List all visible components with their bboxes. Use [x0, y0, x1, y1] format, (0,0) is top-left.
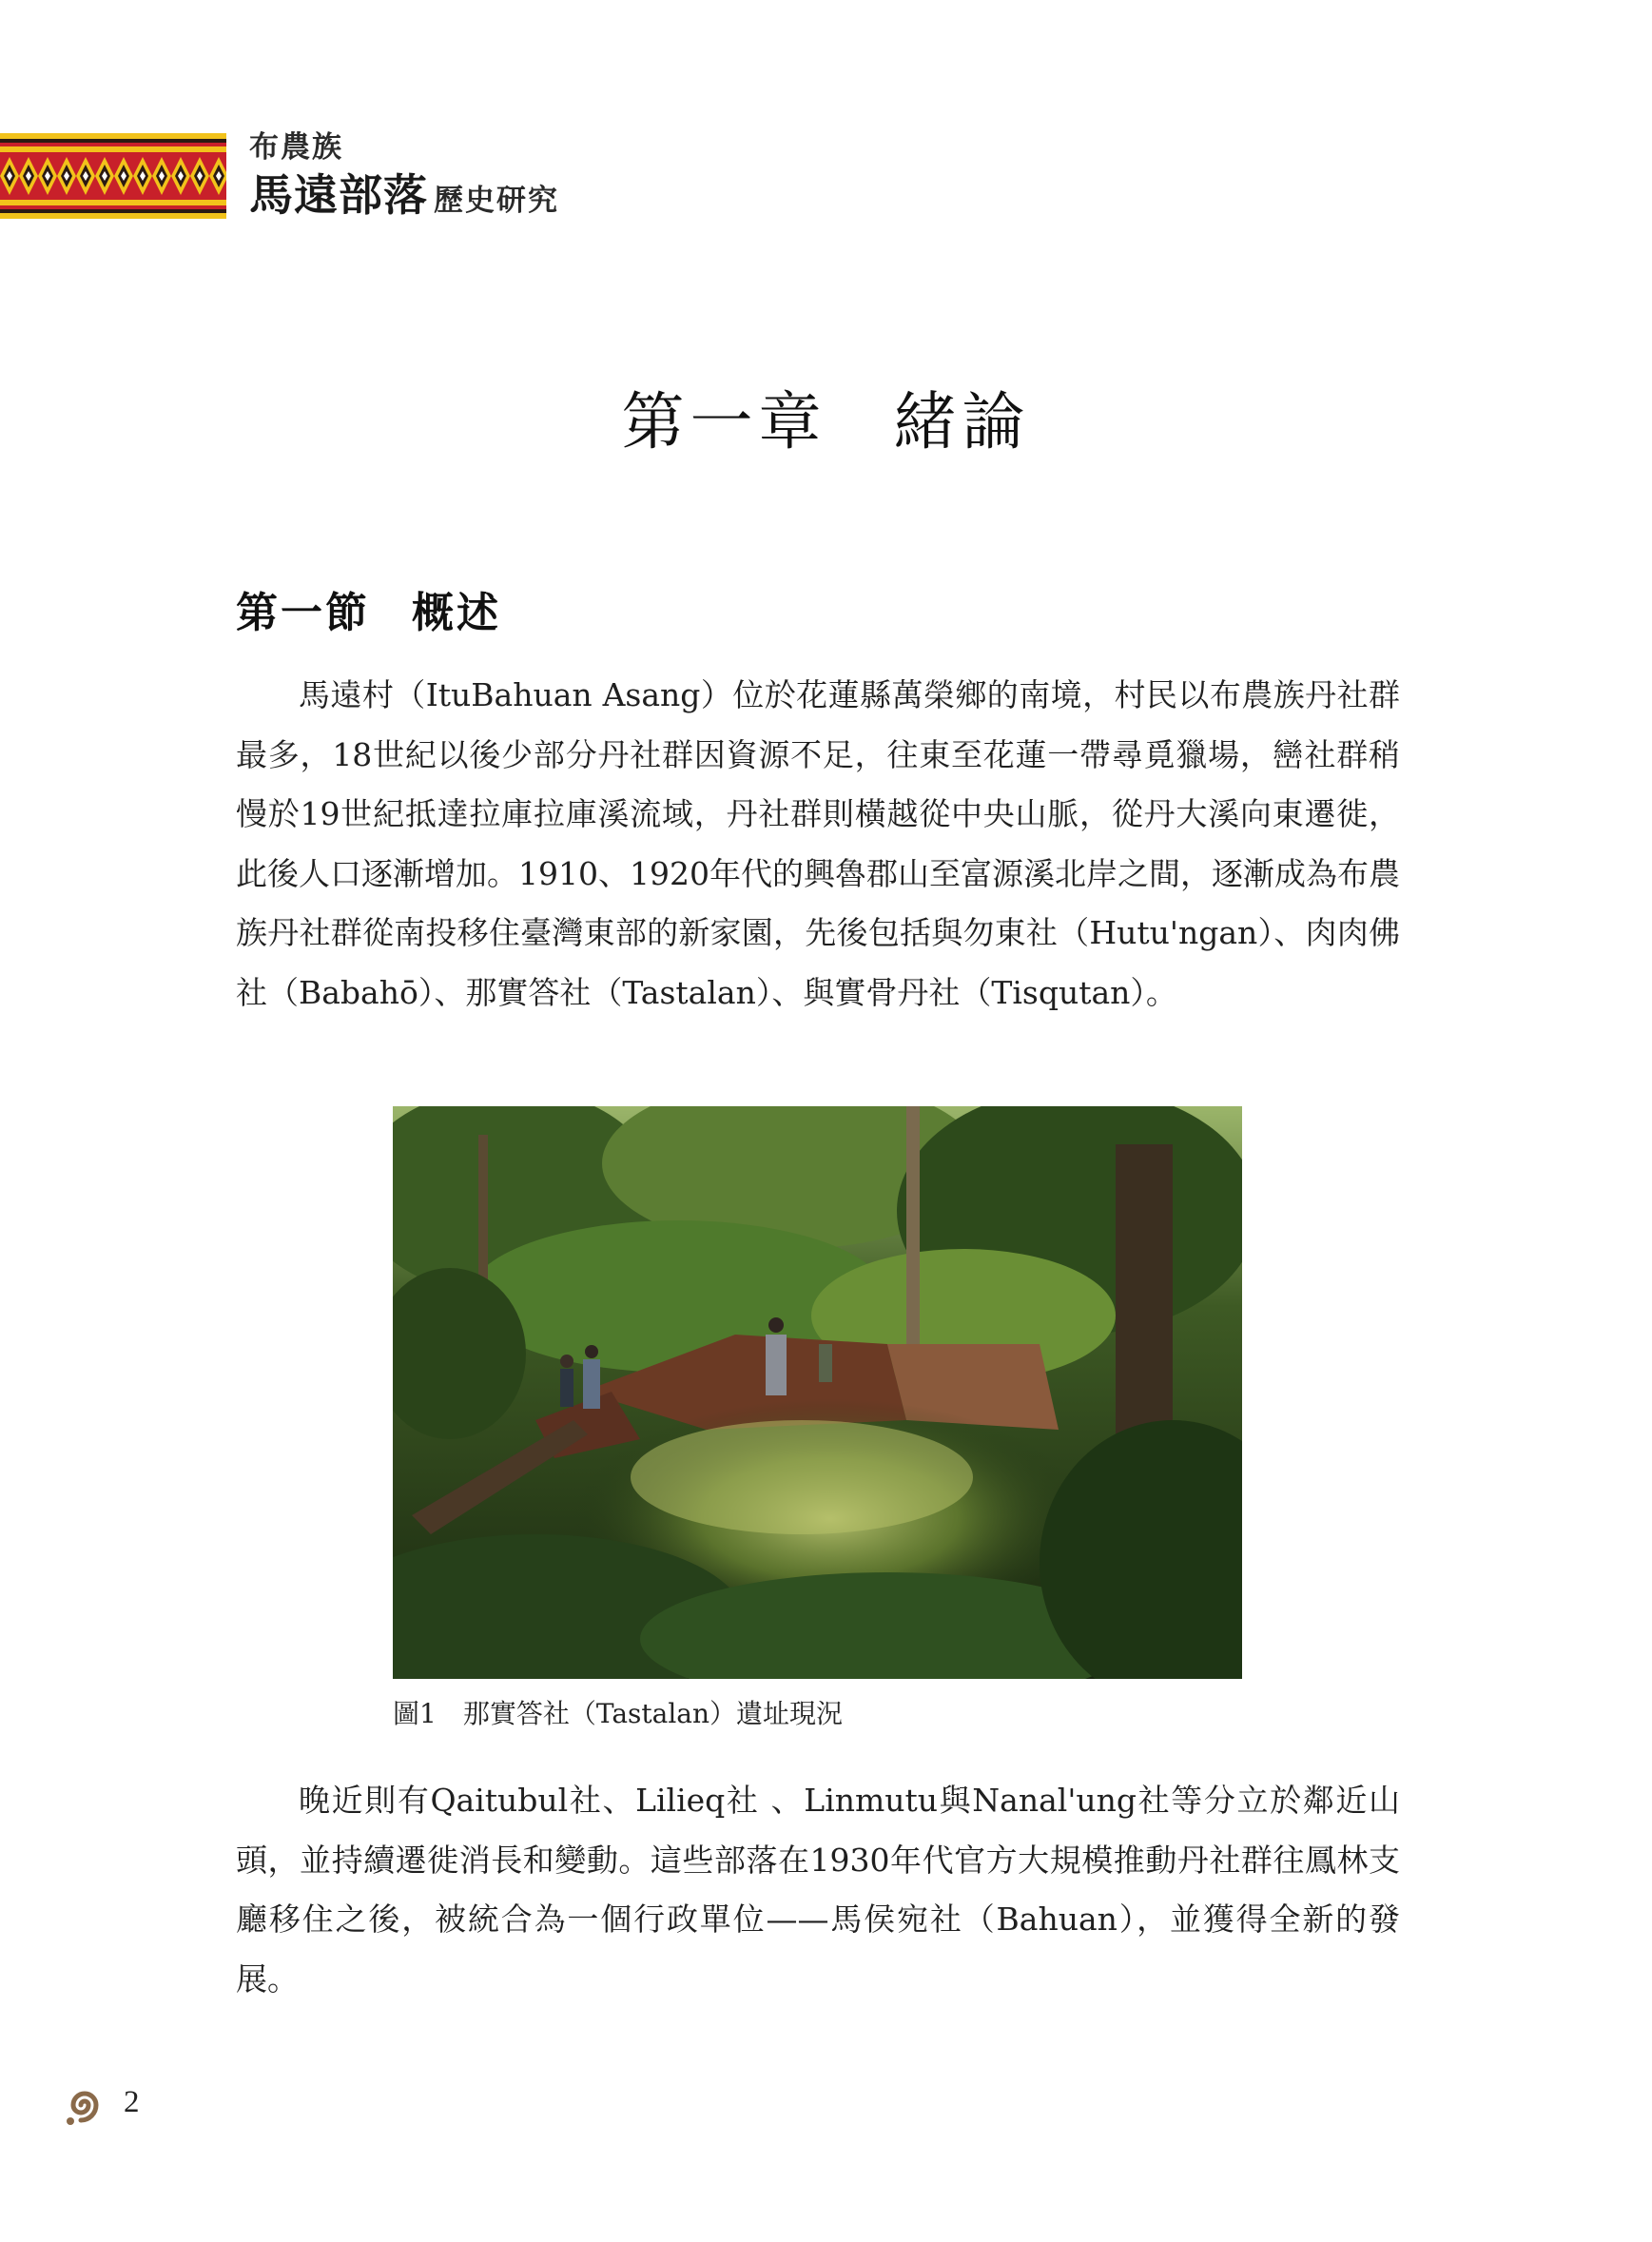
paragraph-text: 晚近則有Qaitubul社、Lilieq社 、Linmutu與Nanal'ung社等分立於鄰近山頭，並持續遷徙消長和變動。這些部落在1930年代官方大規模推動丹社群往鳳林支廳移住之後，被統合為一個行政單位——馬侯宛社（Bahuan），並獲得全新的發展。 — [236, 1782, 1400, 1998]
header-main-title: 馬遠部落 — [249, 169, 428, 221]
header-tribal-band — [0, 133, 226, 219]
chapter-number: 第一章 — [621, 385, 827, 458]
chapter-name: 緒論 — [893, 385, 1031, 458]
figure-caption-text: 那實答社（Tastalan）遺址現況 — [462, 1698, 844, 1729]
figure-caption — [393, 1693, 843, 1731]
chapter-title — [0, 371, 1652, 461]
site-photo — [393, 1106, 1242, 1679]
paragraph-text: 馬遠村（ItuBahuan Asang）位於花蓮縣萬榮鄉的南境，村民以布農族丹社群最多，18世紀以後少部分丹社群因資源不足，往東至花蓮一帶尋覓獵場，巒社群稍慢於19世紀抵達拉庫拉庫溪流域，丹社群則橫越從中央山脈，從丹大溪向東遷徙，此後人口逐漸增加。1910、1920年代的興魯郡山至富源溪北岸之間，逐漸成為布農族丹社群從南投移住臺灣東部的新家園，先後包括與勿東社（Hutu'ngan）、肉肉佛社（Babahō）、那實答社（Tastalan）、與實骨丹社（Tisqutan）。 — [236, 676, 1400, 1011]
body-paragraph-1 — [236, 666, 1400, 1024]
section-title — [236, 578, 501, 639]
book-header — [249, 131, 559, 233]
page-number: 2 — [124, 2085, 140, 2119]
header-title — [249, 167, 559, 233]
body-paragraph-2 — [236, 1771, 1400, 2009]
header-title-suffix: 歷史研究 — [434, 184, 559, 218]
header-subtitle: 布農族 — [249, 130, 343, 165]
section-number: 第一節 — [236, 589, 370, 637]
spiral-ornament-icon — [63, 2083, 107, 2127]
figure-label: 圖1 — [393, 1698, 437, 1729]
section-name: 概述 — [412, 589, 501, 637]
